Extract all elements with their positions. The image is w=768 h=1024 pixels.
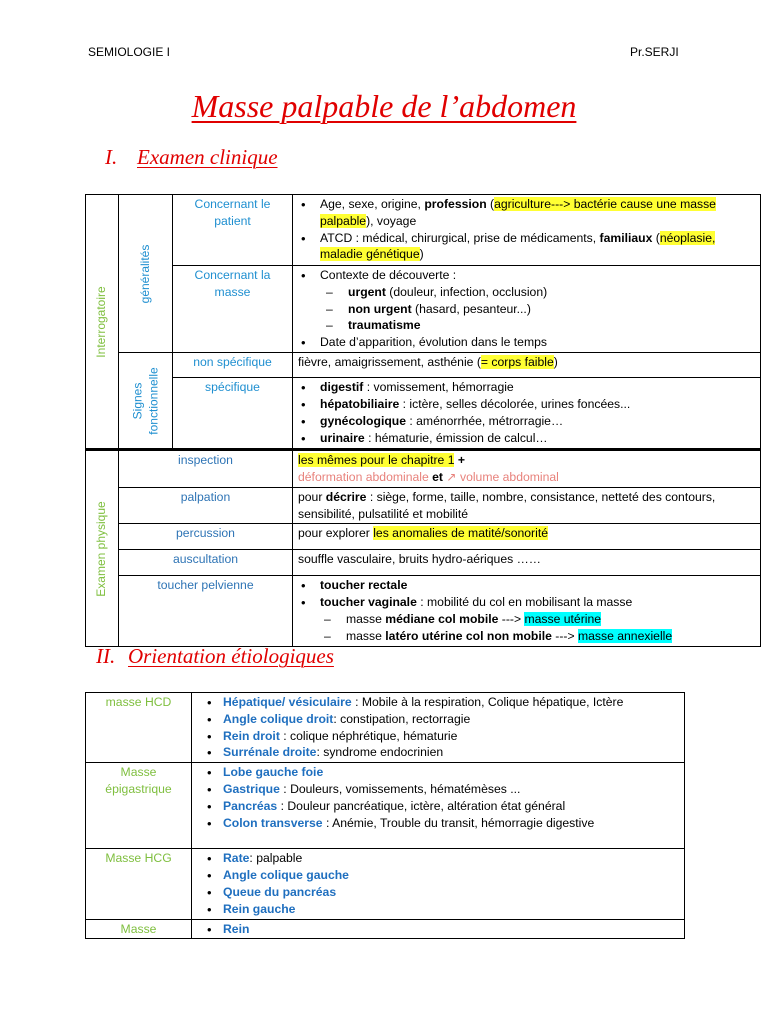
list-item: • Lobe gauche foie bbox=[197, 764, 680, 781]
list-item: • urinaire : hématurie, émission de calcul… bbox=[298, 430, 756, 447]
list-item: • Contexte de découverte : bbox=[298, 267, 756, 284]
section-heading-1 bbox=[105, 143, 278, 172]
list-item: • toucher vaginale : mobilité du col en mobilisant la masse bbox=[298, 594, 756, 611]
header-left: SEMIOLOGIE I bbox=[88, 45, 171, 59]
section-number: II. bbox=[96, 644, 116, 668]
spec-label: spécifique bbox=[173, 378, 293, 450]
toucher-label: toucher pelvienne bbox=[119, 576, 293, 647]
auscultation-label: auscultation bbox=[119, 550, 293, 576]
list-item: • gynécologique : aménorrhée, métrorragie… bbox=[298, 413, 756, 430]
generalites-cell bbox=[119, 195, 173, 353]
table-row bbox=[86, 693, 685, 763]
table-row bbox=[86, 919, 685, 939]
percussion-label: percussion bbox=[119, 524, 293, 550]
percussion-content: pour explorer les anomalies de matité/sonorité bbox=[293, 524, 761, 550]
section-title: Orientation étiologiques bbox=[128, 644, 334, 668]
signes-cell bbox=[119, 353, 173, 450]
list-item: • Pancréas : Douleur pancréatique, ictère, altération état général bbox=[197, 798, 680, 815]
etio-label: Masse épigastrique bbox=[86, 763, 192, 849]
table-row bbox=[86, 763, 685, 849]
list-item: • toucher rectale bbox=[298, 577, 756, 594]
table-row bbox=[86, 450, 761, 488]
palpation-content: pour décrire : siège, forme, taille, nombre, consistance, netteté des contours, sensibilité, pulsatilité et mobilité bbox=[293, 487, 761, 524]
list-item: • hépatobiliaire : ictère, selles décolorée, urines foncées... bbox=[298, 396, 756, 413]
toucher-content bbox=[293, 576, 761, 647]
list-item: – urgent (douleur, infection, occlusion) bbox=[298, 284, 756, 301]
table-row bbox=[86, 550, 761, 576]
list-item: • Hépatique/ vésiculaire : Mobile à la respiration, Colique hépatique, Ictère bbox=[197, 694, 680, 711]
etio-content bbox=[192, 693, 685, 763]
table-row bbox=[86, 378, 761, 450]
list-item: • Gastrique : Douleurs, vomissements, hématémèses ... bbox=[197, 781, 680, 798]
auscultation-content: souffle vasculaire, bruits hydro-aériques …… bbox=[293, 550, 761, 576]
etio-label: masse HCD bbox=[86, 693, 192, 763]
nonspec-label: non spécifique bbox=[173, 353, 293, 378]
examen-physique-label: Examen physique bbox=[94, 501, 109, 597]
list-item: • Angle colique droit: constipation, rectorragie bbox=[197, 711, 680, 728]
list-item: • Angle colique gauche bbox=[197, 867, 680, 884]
etio-label: Masse HCG bbox=[86, 849, 192, 919]
list-item: • Colon transverse : Anémie, Trouble du transit, hémorragie digestive bbox=[197, 815, 680, 832]
patient-content bbox=[293, 195, 761, 266]
list-item: • Rate: palpable bbox=[197, 850, 680, 867]
signes-label: Signes fonctionnelle bbox=[129, 366, 160, 435]
nonspec-content: fièvre, amaigrissement, asthénie (= corps faible) bbox=[293, 353, 761, 378]
list-item: • ATCD : médical, chirurgical, prise de médicaments, familiaux (néoplasie, maladie génétique) bbox=[298, 230, 756, 264]
table-row bbox=[86, 576, 761, 647]
etio-content bbox=[192, 919, 685, 939]
list-item: • Rein bbox=[197, 921, 680, 938]
list-item: • Date d’apparition, évolution dans le temps bbox=[298, 334, 756, 351]
etiology-table bbox=[85, 692, 685, 939]
spec-content bbox=[293, 378, 761, 450]
masse-content bbox=[293, 266, 761, 353]
interrogatoire-label: Interrogatoire bbox=[94, 285, 109, 358]
clinical-exam-table bbox=[85, 194, 761, 647]
table-row bbox=[86, 524, 761, 550]
patient-label: Concernant le patient bbox=[173, 195, 293, 266]
inspection-content: les mêmes pour le chapitre 1 + déformation abdominale et ↗ volume abdominal bbox=[293, 450, 761, 488]
list-item: – masse latéro utérine col non mobile ---> masse annexielle bbox=[298, 628, 756, 645]
list-item: – non urgent (hasard, pesanteur...) bbox=[298, 301, 756, 318]
etio-content bbox=[192, 763, 685, 849]
list-item: • Queue du pancréas bbox=[197, 884, 680, 901]
inspection-label: inspection bbox=[119, 450, 293, 488]
list-item: • Rein gauche bbox=[197, 901, 680, 918]
section-number: I. bbox=[105, 145, 118, 169]
list-item: – traumatisme bbox=[298, 317, 756, 334]
examen-physique-cell bbox=[86, 450, 119, 647]
list-item: – masse médiane col mobile ---> masse utérine bbox=[298, 611, 756, 628]
list-item: • Surrénale droite: syndrome endocrinien bbox=[197, 744, 680, 761]
interrogatoire-cell bbox=[86, 195, 119, 450]
table-row bbox=[86, 487, 761, 524]
table-row bbox=[86, 849, 685, 919]
palpation-label: palpation bbox=[119, 487, 293, 524]
generalites-label: généralités bbox=[137, 244, 152, 303]
table-row bbox=[86, 266, 761, 353]
table-row bbox=[86, 353, 761, 378]
page-title: Masse palpable de l’abdomen bbox=[191, 88, 577, 124]
section-heading-2 bbox=[96, 642, 334, 671]
list-item: • Rein droit : colique néphrétique, hématurie bbox=[197, 728, 680, 745]
etio-content bbox=[192, 849, 685, 919]
list-item: • digestif : vomissement, hémorragie bbox=[298, 379, 756, 396]
table-row bbox=[86, 195, 761, 266]
section-title: Examen clinique bbox=[137, 145, 278, 169]
list-item: • Age, sexe, origine, profession (agriculture---> bactérie cause une masse palpable), voyage bbox=[298, 196, 756, 230]
masse-label: Concernant la masse bbox=[173, 266, 293, 353]
etio-label: Masse bbox=[86, 919, 192, 939]
header-right: Pr.SERJI bbox=[630, 45, 679, 59]
